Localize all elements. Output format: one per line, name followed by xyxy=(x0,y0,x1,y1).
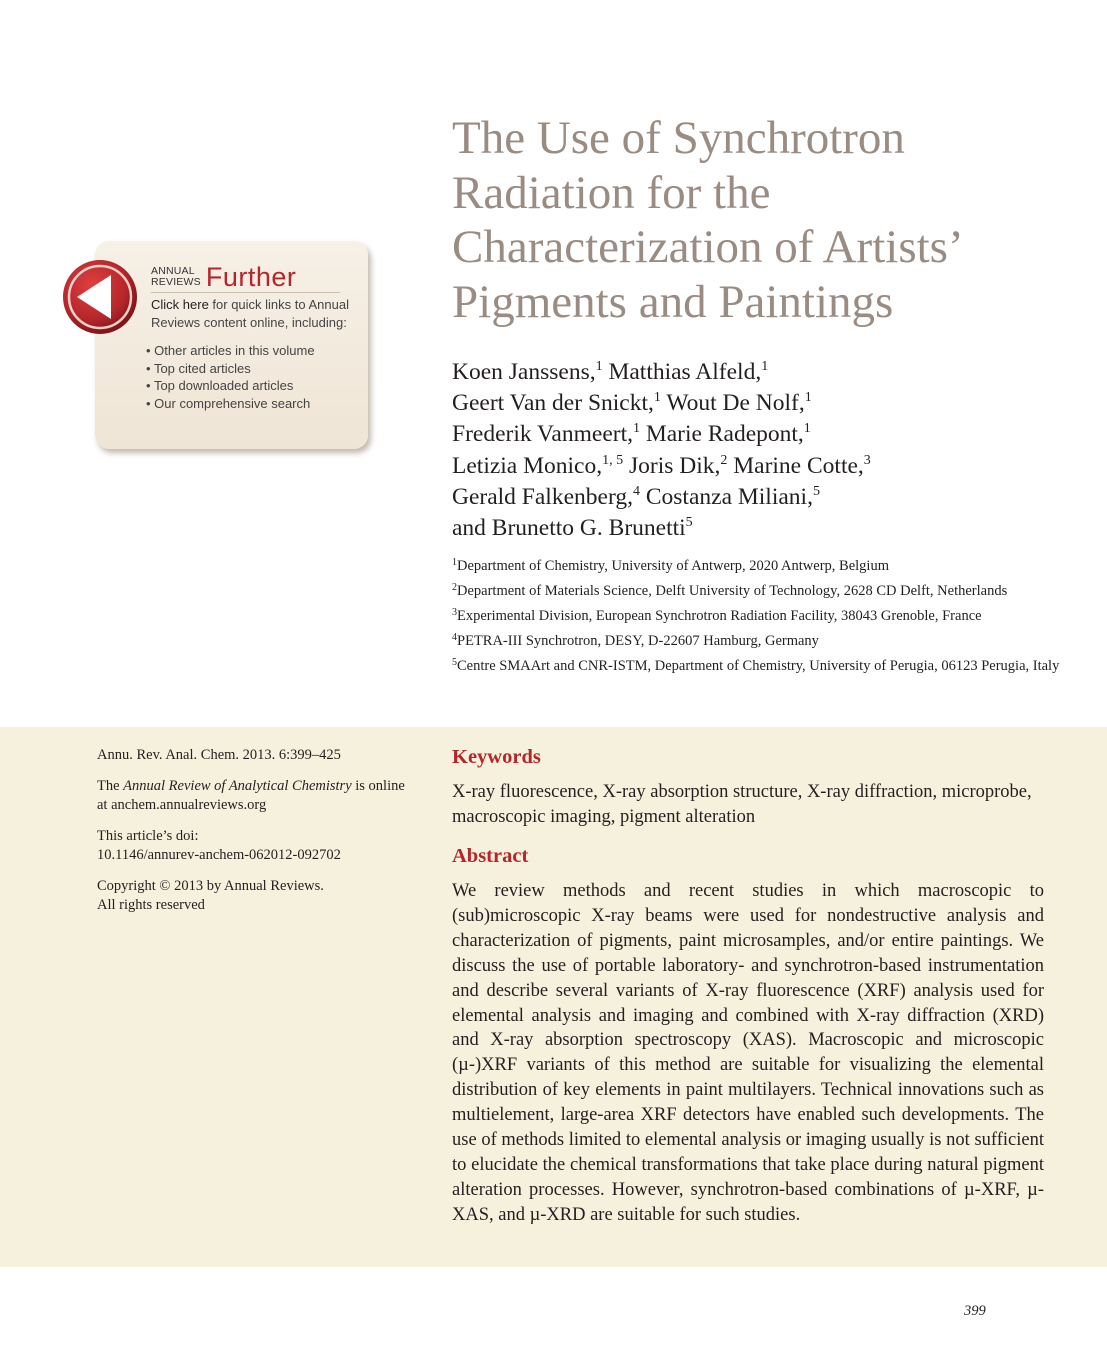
affil-number: 4 xyxy=(452,632,457,643)
author-name: Matthias Alfeld, xyxy=(608,359,762,385)
affil-text: Centre SMAArt and CNR-ISTM, Department of Chemistry, University of Perugia, 06123 Perugia, Italy xyxy=(457,658,1060,674)
author-name: Gerald Falkenberg, xyxy=(452,483,633,510)
annual-reviews-further-logo xyxy=(151,263,340,293)
affiliation xyxy=(452,632,1062,652)
author-affil-mark: 5 xyxy=(812,483,820,499)
affil-number: 3 xyxy=(452,607,457,618)
further-link-search[interactable]: • Our comprehensive search xyxy=(146,395,360,413)
further-link-top-cited[interactable]: • Top cited articles xyxy=(146,360,360,378)
page-number: 399 xyxy=(964,1303,986,1319)
citation: Annu. Rev. Anal. Chem. 2013. 6:399–425 xyxy=(97,747,341,763)
article-title xyxy=(452,111,1072,329)
online-suffix: is online at anchem.annualreviews.org xyxy=(97,777,405,813)
back-arrow-icon[interactable] xyxy=(61,258,139,336)
author-name: Wout De Nolf, xyxy=(666,390,805,417)
author-name: Letizia Monico, xyxy=(452,452,603,479)
brand-line-reviews: REVIEWS xyxy=(151,276,201,288)
doi-label: This article’s doi: xyxy=(97,827,199,844)
author-name: Koen Janssens, xyxy=(452,359,596,385)
author-line xyxy=(452,513,1072,544)
author-affil-mark: 1 xyxy=(804,390,812,406)
author-list xyxy=(452,357,1072,544)
keywords-text: X-ray fluorescence, X-ray absorption structure, X-ray diffraction, microprobe, macroscopic imaging, pigment alteration xyxy=(452,782,1032,827)
journal-name: Annual Review of Analytical Chemistry xyxy=(123,777,352,794)
affil-text: PETRA-III Synchrotron, DESY, D-22607 Hamburg, Germany xyxy=(457,633,819,649)
affiliation xyxy=(452,607,1062,627)
author-affil-mark: 1 xyxy=(632,421,640,437)
abstract-heading: Abstract xyxy=(452,845,529,867)
further-links xyxy=(146,342,360,412)
keywords-heading: Keywords xyxy=(452,746,541,768)
title-line-2: Radiation for the xyxy=(452,166,771,219)
affiliation-list xyxy=(452,557,1062,682)
further-link-top-downloaded[interactable]: • Top downloaded articles xyxy=(146,377,360,395)
author-affil-mark: 5 xyxy=(685,515,693,531)
author-affil-mark: 1 xyxy=(595,359,603,374)
author-name: Costanza Miliani, xyxy=(645,483,813,510)
affil-number: 1 xyxy=(452,557,457,568)
rights: All rights reserved xyxy=(97,897,205,913)
brand-line-annual: ANNUAL xyxy=(151,265,195,277)
title-line-1: The Use of Synchrotron xyxy=(452,112,905,164)
author-name: and Brunetto G. Brunetti xyxy=(452,515,686,542)
affil-text: Department of Chemistry, University of Antwerp, 2020 Antwerp, Belgium xyxy=(457,558,889,574)
author-affil-mark: 4 xyxy=(632,483,640,499)
further-description-text: for quick links to Annual Reviews content online, including: xyxy=(151,297,349,330)
abstract-text: We review methods and recent studies in which macroscopic to (sub)microscopic X-ray beams were used for nondestructive analysis and characterization of pigments, paint microsamples, and/or entire paintings. We discuss the use of portable laboratory- and synchrotron-based instrumentation and describe several variants of X-ray fluorescence (XRF) analysis used for elemental analysis and imaging and combined with X-ray diffraction (XRD) and X-ray absorption spectroscopy (XAS). Macroscopic and microscopic (µ-)XRF variants of this method are suitable for visualizing the elemental distribution of key elements in paint multilayers. Technical innovations such as multielement, large-area XRF detectors have enabled such developments. The use of methods limited to elemental analysis or imaging usually is not sufficient to elucidate the chemical transformations that take place during natural pigment alteration processes. However, synchrotron-based combinations of µ-XRF, µ-XAS, and µ-XRD are suitable for such studies. xyxy=(452,881,1044,1225)
brand-further-word: Further xyxy=(205,262,297,292)
affil-number: 5 xyxy=(452,657,457,668)
author-name: Geert Van der Snickt, xyxy=(452,390,654,417)
author-affil-mark: 1 xyxy=(803,421,811,437)
affiliation xyxy=(452,557,1062,577)
title-line-4: Pigments and Paintings xyxy=(452,275,894,328)
copyright-block xyxy=(97,877,417,916)
author-affil-mark: 1 xyxy=(761,359,769,374)
author-affil-mark: 1, 5 xyxy=(602,452,624,468)
author-affil-mark: 3 xyxy=(863,452,871,468)
author-affil-mark: 2 xyxy=(720,452,728,468)
affil-number: 2 xyxy=(452,582,457,593)
online-note xyxy=(97,777,417,816)
copyright: Copyright © 2013 by Annual Reviews. xyxy=(97,877,324,894)
author-line xyxy=(452,482,1072,513)
author-line xyxy=(452,451,1072,482)
further-description xyxy=(151,296,360,331)
author-line xyxy=(452,419,1072,450)
further-link-other-articles[interactable]: • Other articles in this volume xyxy=(146,342,360,360)
doi-value[interactable]: 10.1146/annurev-anchem-062012-092702 xyxy=(97,847,341,863)
author-line xyxy=(452,357,1072,388)
affil-text: Experimental Division, European Synchrotron Radiation Facility, 38043 Grenoble, France xyxy=(457,608,982,624)
author-affil-mark: 1 xyxy=(653,390,661,406)
affiliation xyxy=(452,582,1062,602)
affiliation xyxy=(452,657,1062,677)
author-name: Marie Radepont, xyxy=(645,421,804,448)
author-name: Joris Dik, xyxy=(628,452,721,479)
affil-text: Department of Materials Science, Delft University of Technology, 2628 CD Delft, Netherlands xyxy=(457,583,1008,599)
title-line-3: Characterization of Artists’ xyxy=(452,221,964,273)
click-here-link[interactable]: Click here xyxy=(151,297,209,312)
further-content xyxy=(151,263,360,412)
doi-block xyxy=(97,827,417,866)
author-line xyxy=(452,388,1072,419)
online-prefix: The xyxy=(97,777,124,794)
author-name: Frederik Vanmeert, xyxy=(452,421,633,448)
article-meta xyxy=(97,746,417,927)
author-name: Marine Cotte, xyxy=(733,452,864,479)
